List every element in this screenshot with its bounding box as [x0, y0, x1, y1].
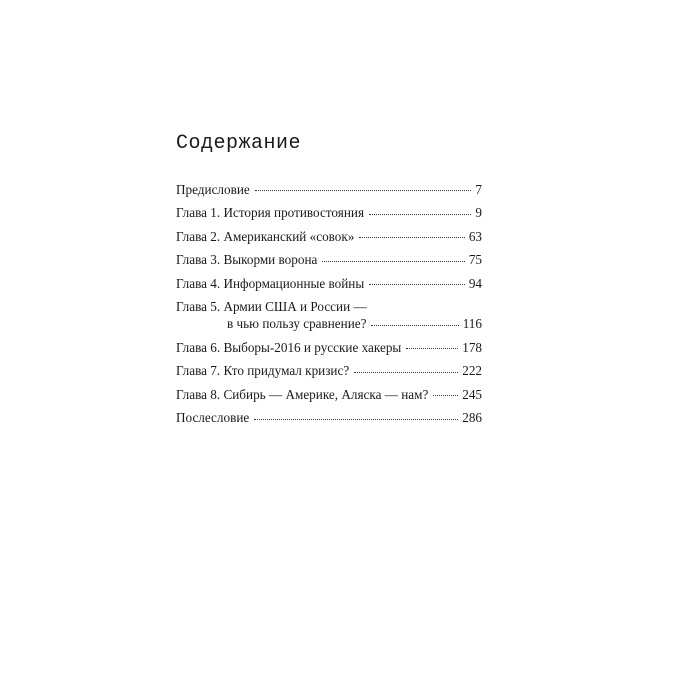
toc-entry-page: 9	[475, 205, 482, 221]
toc-entry-label-continued: в чью пользу сравнение?	[227, 316, 367, 332]
dot-leader	[322, 261, 464, 262]
toc-entry-label: Глава 2. Американский «совок»	[176, 228, 355, 244]
toc-entry	[176, 182, 482, 196]
dot-leader	[254, 419, 458, 420]
toc-entry-label: Послесловие	[176, 410, 250, 426]
toc-entry	[176, 411, 482, 425]
table-of-contents	[176, 182, 482, 434]
toc-title: Содержание	[176, 132, 302, 155]
toc-entry-label: Глава 5. Армии США и России —	[176, 298, 367, 314]
dot-leader	[406, 348, 458, 349]
toc-entry-label: Глава 6. Выборы-2016 и русские хакеры	[176, 339, 402, 355]
toc-entry-page: 63	[468, 228, 482, 244]
dot-leader	[359, 237, 464, 238]
toc-entry-page: 286	[462, 410, 482, 426]
toc-entry	[176, 300, 482, 331]
toc-entry-page: 222	[462, 363, 482, 379]
toc-entry-page: 94	[468, 275, 482, 291]
toc-entry-label: Глава 8. Сибирь — Америке, Аляска — нам?	[176, 386, 429, 402]
dot-leader	[433, 395, 458, 396]
dot-leader	[354, 372, 458, 373]
toc-entry-label: Предисловие	[176, 181, 250, 197]
toc-entry	[176, 276, 482, 290]
dot-leader	[371, 325, 458, 326]
toc-entry-page: 75	[468, 252, 482, 268]
toc-entry-label: Глава 1. История противостояния	[176, 205, 365, 221]
toc-entry-label: Глава 7. Кто придумал кризис?	[176, 363, 350, 379]
toc-entry-page: 178	[462, 339, 482, 355]
toc-entry	[176, 364, 482, 378]
toc-entry-page: 116	[462, 316, 482, 332]
dot-leader	[369, 284, 465, 285]
toc-entry	[176, 253, 482, 267]
dot-leader	[255, 190, 472, 191]
toc-entry-label: Глава 3. Выкорми ворона	[176, 252, 318, 268]
dot-leader	[369, 214, 471, 215]
toc-entry-page: 245	[462, 386, 482, 402]
toc-entry	[176, 387, 482, 401]
toc-entry	[176, 340, 482, 354]
toc-entry	[176, 229, 482, 243]
toc-entry-page: 7	[475, 181, 482, 197]
toc-entry-label: Глава 4. Информационные войны	[176, 275, 365, 291]
toc-entry	[176, 206, 482, 220]
